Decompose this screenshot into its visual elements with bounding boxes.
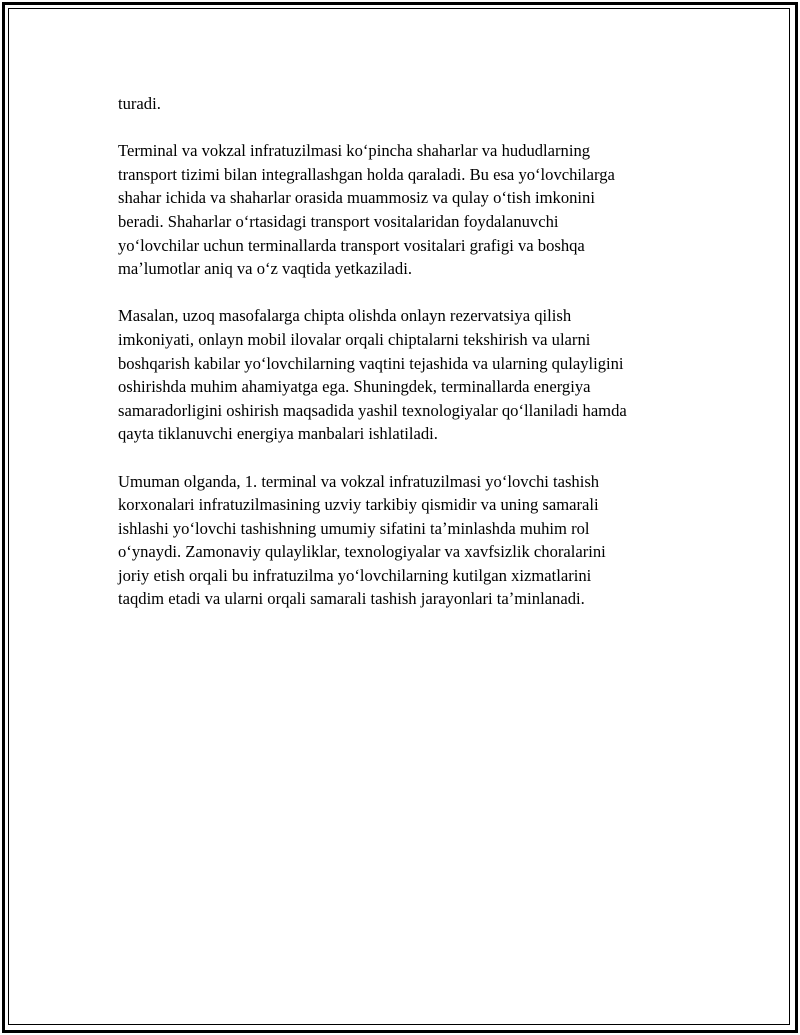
paragraph-3 (118, 304, 693, 446)
text-line: taqdim etadi va ularni orqali samarali tashish jarayonlari taʼminlanadi. (118, 589, 585, 609)
text-line: turadi. (118, 94, 161, 113)
text-line: joriy etish orqali bu infratuzilma yoʻlovchilarning kutilgan xizmatlarini (118, 565, 592, 585)
text-line: oʻynaydi. Zamonaviy qulayliklar, texnologiyalar va xavfsizlik choralarini (118, 542, 606, 562)
text-line: oshirishda muhim ahamiyatga ega. Shuningdek, terminallarda energiya (118, 377, 591, 397)
text-line: imkoniyati, onlayn mobil ilovalar orqali chiptalarni tekshirish va ularni (118, 329, 591, 349)
text-line: shahar ichida va shaharlar orasida muammosiz va qulay oʻtish imkonini (118, 188, 595, 208)
text-line: ishlashi yoʻlovchi tashishning umumiy sifatini taʼminlashda muhim rol (118, 518, 590, 538)
text-line: beradi. Shaharlar oʻrtasidagi transport vositalaridan foydalanuvchi (118, 211, 559, 231)
document-body (118, 92, 693, 611)
text-line: boshqarish kabilar yoʻlovchilarning vaqtini tejashida va ularning qulayligini (118, 353, 624, 373)
text-line: samaradorligini oshirish maqsadida yashil texnologiyalar qoʻllaniladi hamda (118, 400, 627, 420)
paragraph-1 (118, 92, 693, 116)
text-line: qayta tiklanuvchi energiya manbalari ishlatiladi. (118, 424, 438, 444)
paragraph-2 (118, 139, 693, 281)
text-line: Umuman olganda, 1. terminal va vokzal infratuzilmasi yoʻlovchi tashish (118, 471, 600, 491)
text-line: yoʻlovchilar uchun terminallarda transport vositalari grafigi va boshqa (118, 235, 585, 255)
text-line: maʼlumotlar aniq va oʻz vaqtida yetkaziladi. (118, 259, 412, 279)
text-line: transport tizimi bilan integrallashgan holda qaraladi. Bu esa yoʻlovchilarga (118, 164, 615, 184)
text-line: korxonalari infratuzilmasining uzviy tarkibiy qismidir va uning samarali (118, 495, 599, 515)
paragraph-4 (118, 470, 693, 612)
text-line: Masalan, uzoq masofalarga chipta olishda onlayn rezervatsiya qilish (118, 306, 572, 326)
text-line: Terminal va vokzal infratuzilmasi koʻpincha shaharlar va hududlarning (118, 141, 591, 161)
